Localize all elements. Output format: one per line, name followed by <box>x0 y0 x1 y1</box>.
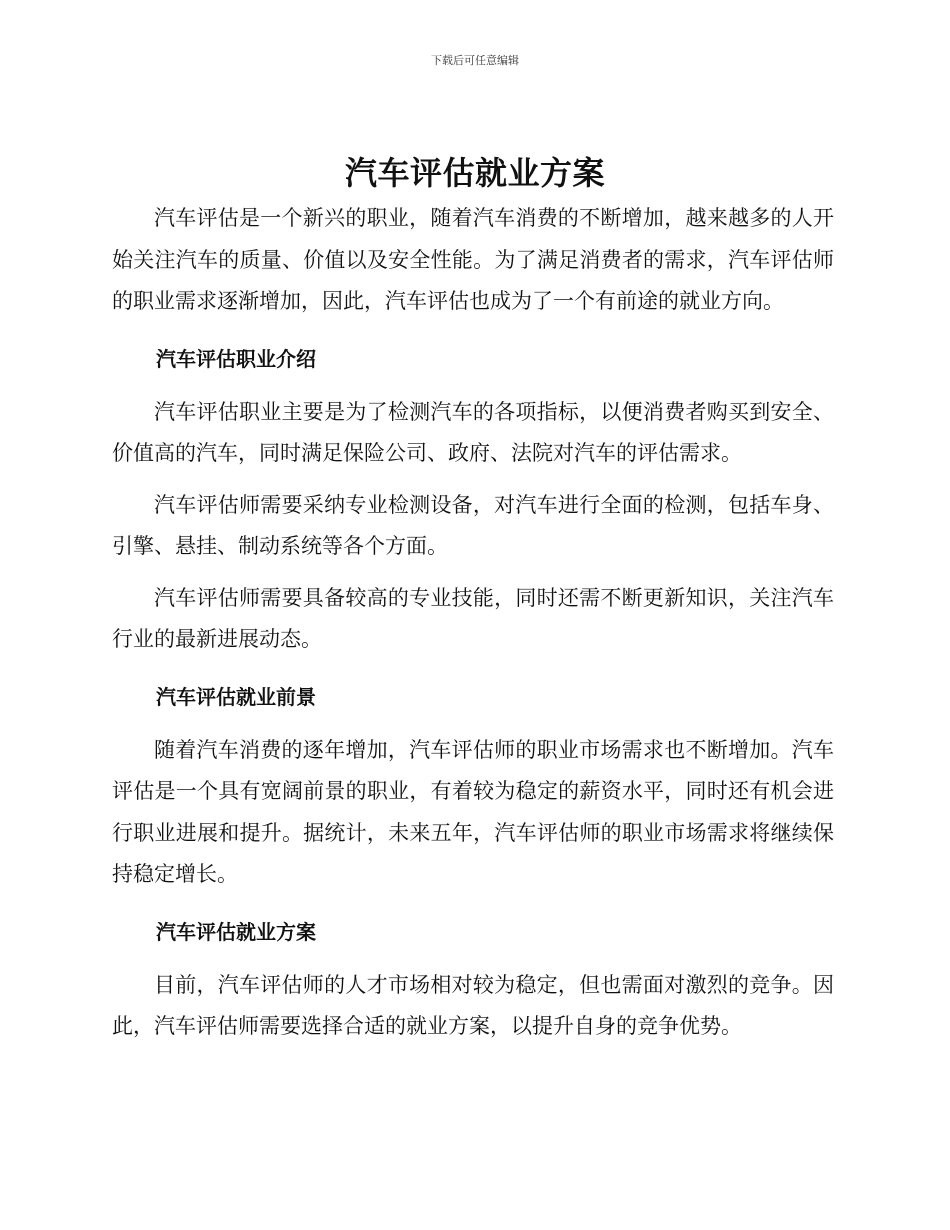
document-title: 汽车评估就业方案 <box>344 154 605 192</box>
section-heading-prospects: 汽车评估就业前景 <box>156 684 316 709</box>
document-body <box>112 198 834 1048</box>
paragraph: 汽车评估师需要具备较高的专业技能，同时还需不断更新知识，关注汽车行业的最新进展动态。 <box>112 585 834 651</box>
paragraph: 目前，汽车评估师的人才市场相对较为稳定，但也需面对激烈的竞争。因此，汽车评估师需要选择合适的就业方案，以提升自身的竞争优势。 <box>112 972 834 1038</box>
paragraph: 汽车评估师需要采纳专业检测设备，对汽车进行全面的检测，包括车身、引擎、悬挂、制动系统等各个方面。 <box>112 492 834 558</box>
intro-paragraph: 汽车评估是一个新兴的职业，随着汽车消费的不断增加，越来越多的人开始关注汽车的质量、价值以及安全性能。为了满足消费者的需求，汽车评估师的职业需求逐渐增加，因此，汽车评估也成为了一个有前途的就业方向。 <box>112 206 834 313</box>
section-heading-plan: 汽车评估就业方案 <box>156 919 316 944</box>
paragraph: 汽车评估职业主要是为了检测汽车的各项指标，以便消费者购买到安全、价值高的汽车，同时满足保险公司、政府、法院对汽车的评估需求。 <box>112 399 834 465</box>
paragraph: 随着汽车消费的逐年增加，汽车评估师的职业市场需求也不断增加。汽车评估是一个具有宽阔前景的职业，有着较为稳定的薪资水平，同时还有机会进行职业进展和提升。据统计，未来五年，汽车评估师的职业市场需求将继续保持稳定增长。 <box>112 737 834 886</box>
section-heading-introduction: 汽车评估职业介绍 <box>156 346 316 371</box>
header-note: 下载后可任意编辑 <box>431 54 519 67</box>
